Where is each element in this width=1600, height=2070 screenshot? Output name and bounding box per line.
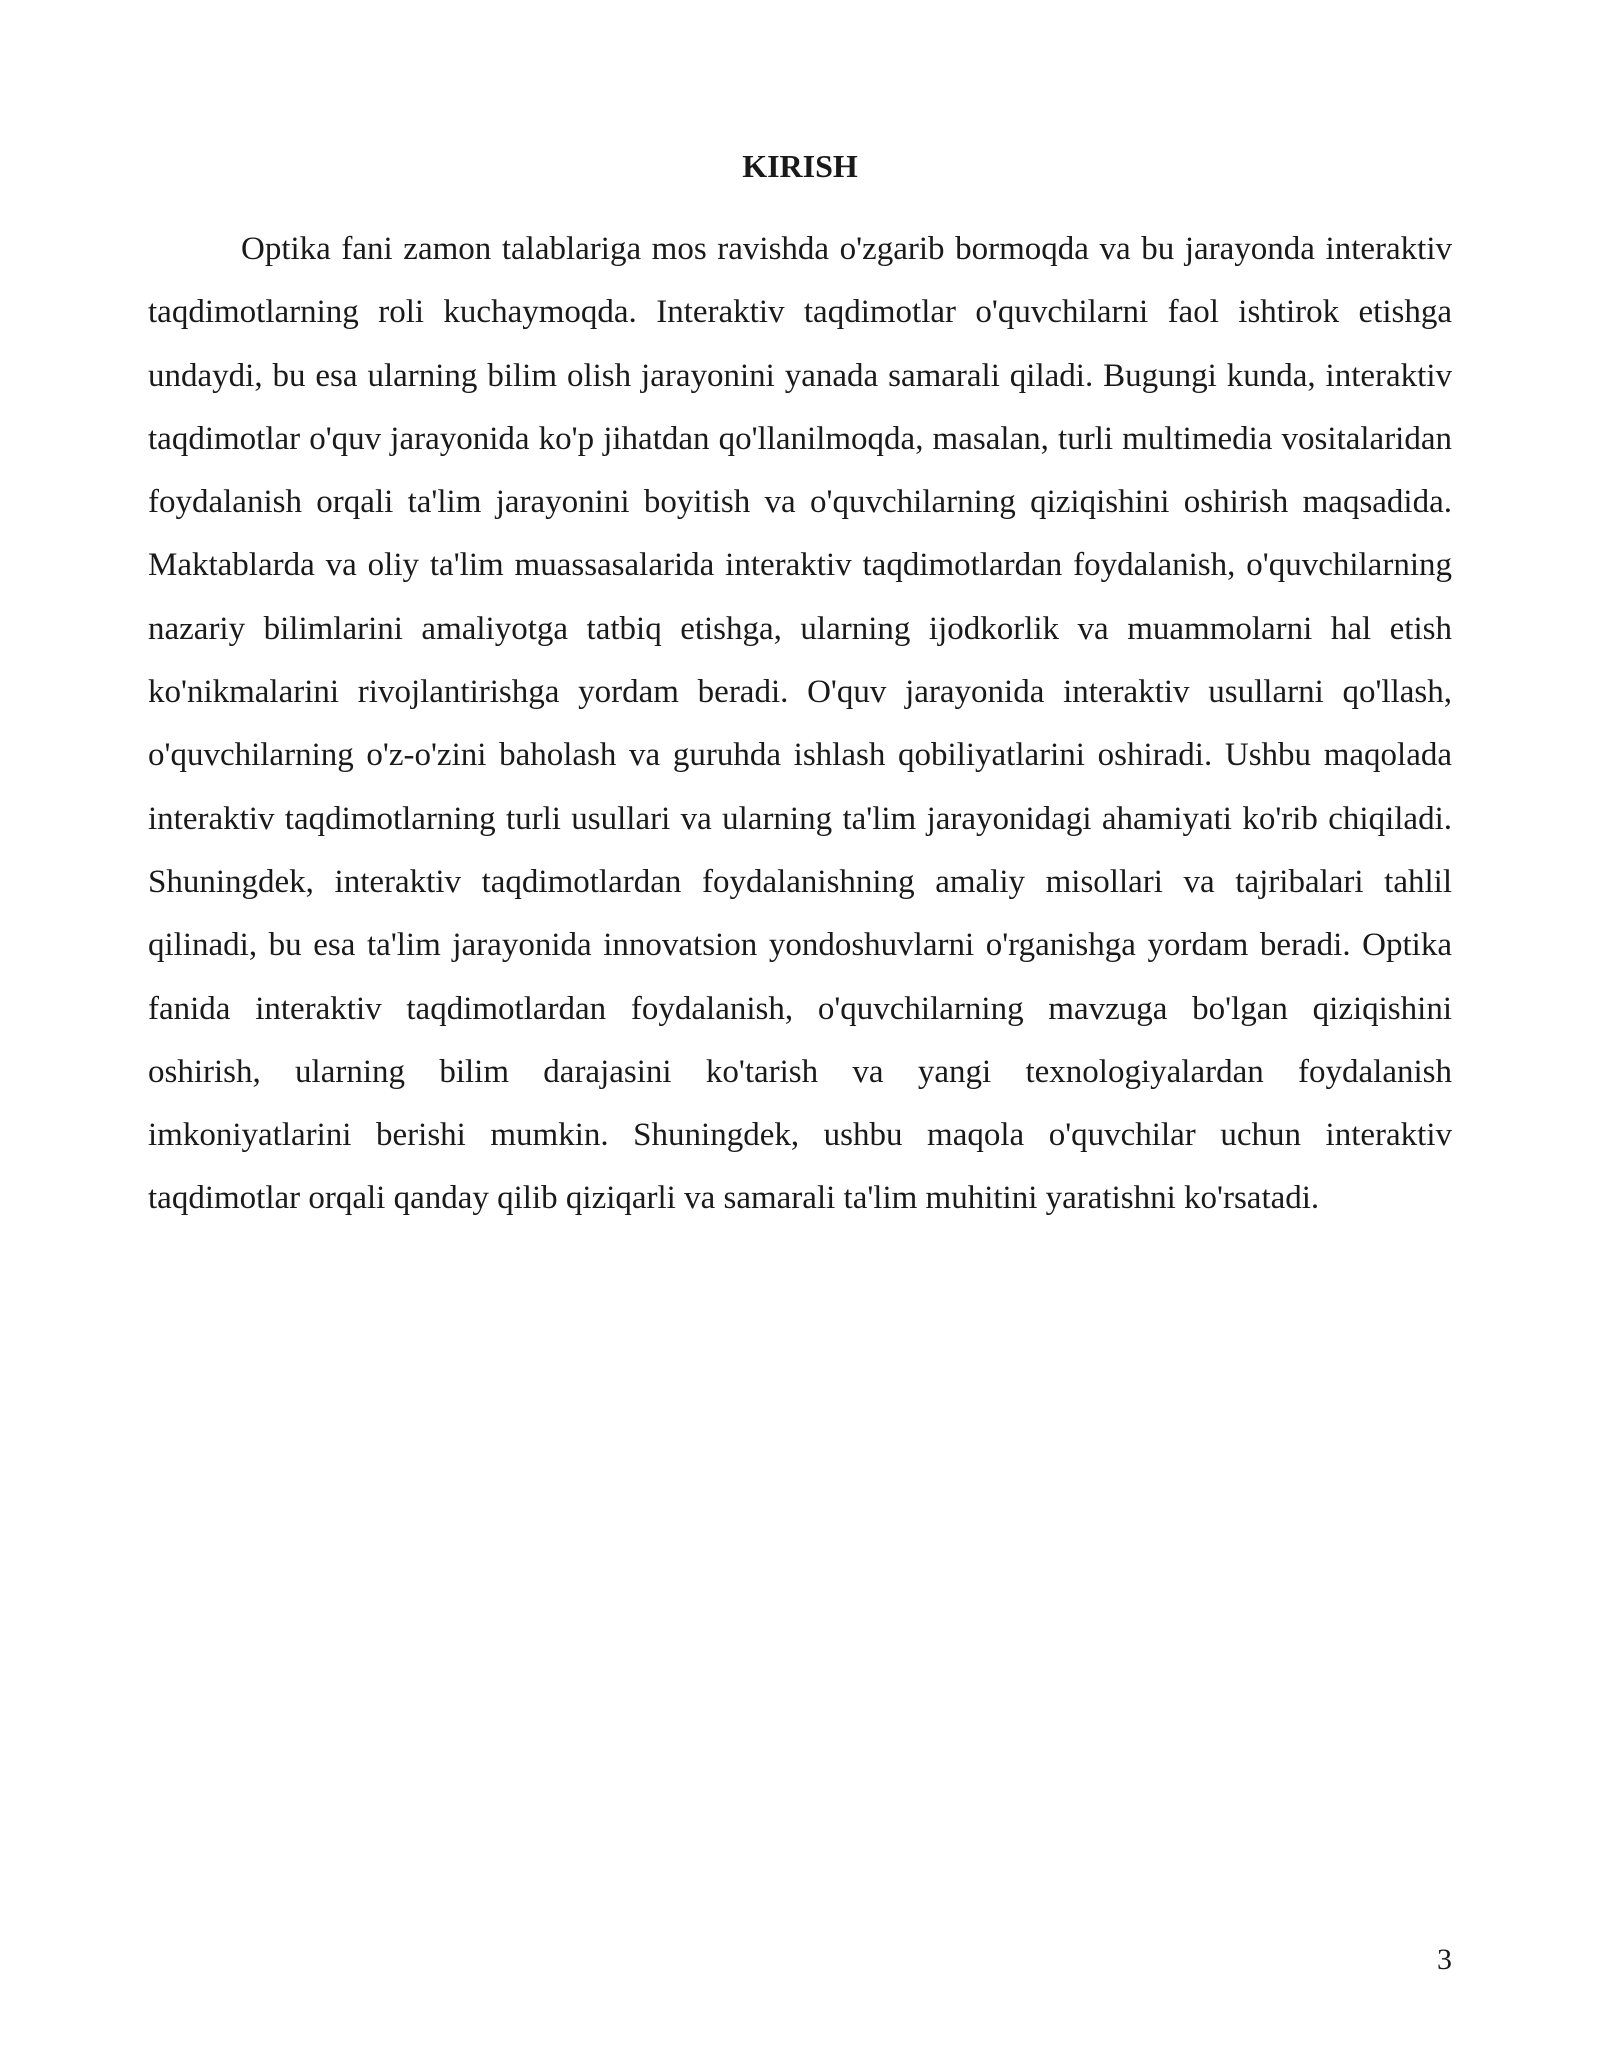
intro-paragraph: Optika fani zamon talablariga mos ravishda o'zgarib bormoqda va bu jarayonda interaktiv taqdimotlarning roli kuchaymoqda. Interaktiv taqdimotlar o'quvchilarni faol ishtirok etishga undaydi, bu esa ularning bilim olish jarayonini yanada samarali qiladi. Bugungi kunda, interaktiv taqdimotlar o'quv jarayonida ko'p jihatdan qo'llanilmoqda, masalan, turli multimedia vositalaridan foydalanish orqali ta'lim jarayonini boyitish va o'quvchilarning qiziqishini oshirish maqsadida. Maktablarda va oliy ta'lim muassasalarida interaktiv taqdimotlardan foydalanish, o'quvchilarning nazariy bilimlarini amaliyotga tatbiq etishga, ularning ijodkorlik va muammolarni hal etish ko'nikmalarini rivojlantirishga yordam beradi. O'quv jarayonida interaktiv usullarni qo'llash, o'quvchilarning o'z-o'zini baholash va guruhda ishlash qobiliyatlarini oshiradi. Ushbu maqolada interaktiv taqdimotlarning turli usullari va ularning ta'lim jarayonidagi ahamiyati ko'rib chiqiladi. Shuningdek, interaktiv taqdimotlardan foydalanishning amaliy misollari va tajribalari tahlil qilinadi, bu esa ta'lim jarayonida innovatsion yondoshuvlarni o'rganishga yordam beradi. Optika fanida interaktiv taqdimotlardan foydalanish, o'quvchilarning mavzuga bo'lgan qiziqishini oshirish, ularning bilim darajasini ko'tarish va yangi texnologiyalardan foydalanish imkoniyatlarini berishi mumkin. Shuningdek, ushbu maqola o'quvchilar uchun interaktiv taqdimotlar orqali qanday qilib qiziqarli va samarali ta'lim muhitini yaratishni ko'rsatadi. [148,231,1452,1217]
page-number: 3 [1437,1943,1452,1976]
section-title: KIRISH [742,148,858,184]
